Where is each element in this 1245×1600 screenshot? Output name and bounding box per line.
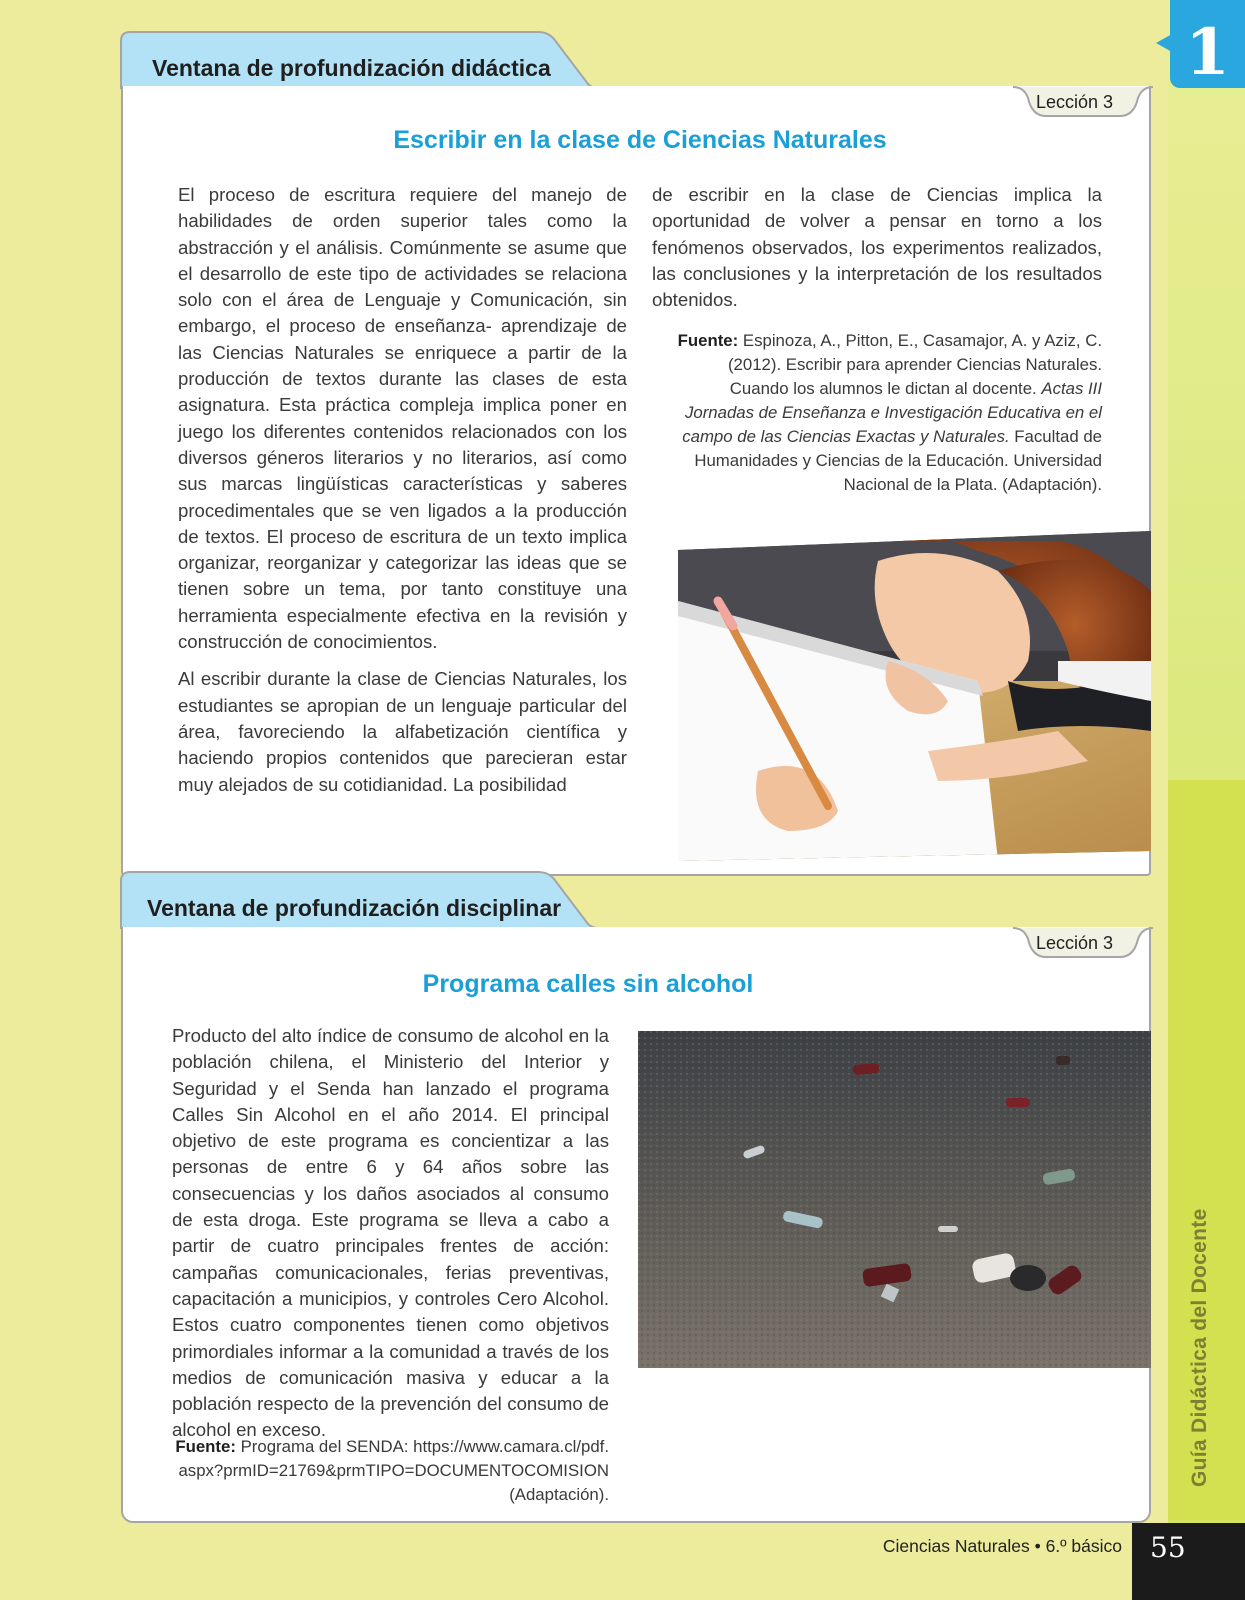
- article-column: [172, 1023, 609, 1444]
- source-citation: [668, 329, 1102, 497]
- section-tab-title: Ventana de profundización didáctica: [152, 55, 551, 81]
- section-heading: Escribir en la clase de Ciencias Naturales: [393, 126, 887, 154]
- page-number: 55: [1132, 1523, 1245, 1600]
- source-label: Fuente:: [677, 331, 739, 350]
- side-label: Guía Didáctica del Docente: [1188, 1208, 1211, 1487]
- source-label: Fuente:: [175, 1437, 236, 1456]
- paragraph: El proceso de escritura requiere del manejo de habilidades de orden superior tales como la abstracción y el análisis. Comúnmente se asume que el desarrollo de este tipo de actividades se relaciona solo con el área de Lenguaje y Comunicación, sin embargo, el proceso de enseñanza- aprendizaje de las Ciencias Naturales se enriquece a partir de la producción de textos durante las clases de esta asignatura. Esta práctica compleja implica poner en juego los diferentes contenidos relacionados con los diversos géneros literarios y no literarios, así como sus marcas lingüísticas características y saberes procedimentales que se ven ligados a la producción de textos. El proceso de escritura de un texto implica organizar, reorganizar y categorizar las ideas que se tienen sobre un tema, por tanto constituye una herramienta especialmente efectiva en la revisión y construcción de conocimientos.: [178, 184, 627, 653]
- article-right-column: [652, 182, 1102, 313]
- paragraph: de escribir en la clase de Ciencias implica la oportunidad de volver a pensar en torno a los fenómenos observados, los experimentos realizados, las conclusiones y la interpretación de los resultados obtenidos.: [652, 184, 1102, 311]
- section-tab-title: Ventana de profundización disciplinar: [147, 895, 562, 921]
- source-text: Facultad de Humanidades y Ciencias de la Educación. Universidad Nacional de la Plata. (Adaptación).: [694, 427, 1102, 494]
- paragraph: Producto del alto índice de consumo de alcohol en la población chilena, el Ministerio del Interior y Seguridad y el Senda han lanzado el programa Calles Sin Alcohol en el año 2014. El principal objetivo de este programa es concientizar a las personas de entre 6 y 64 años sobre las consecuencias y los daños asociados al consumo de esta droga. Este programa se lleva a cabo a partir de cuatro principales frentes de acción: campañas comunicacionales, ferias preventivas, capacitación a municipios, y controles Cero Alcohol. Estos cuatro componentes tienen como objetivos primordiales informar a la comunidad a través de los medios de comunicación masiva y educar a la población respecto de la prevención del consumo de alcohol en exceso.: [172, 1025, 609, 1441]
- source-text: Espinoza, A., Pitton, E., Casamajor, A. y Aziz, C. (2012). Escribir para aprender Ciencias Naturales. Cuando los alumnos le dictan al docente.: [727, 331, 1102, 398]
- article-left-column: [178, 182, 627, 798]
- source-text: Programa del SENDA: https://www.camara.cl/pdf.aspx?prmID=21769&prmTIPO=DOCUMENTOCOMISION (Adaptación).: [178, 1437, 609, 1504]
- paragraph: Al escribir durante la clase de Ciencias Naturales, los estudiantes se apropian de un lenguaje particular del área, favoreciendo la alfabetización científica y haciendo propios contenidos que parecieran estar muy alejados de su cotidianidad. La posibilidad: [178, 668, 627, 795]
- section-heading: Programa calles sin alcohol: [422, 970, 754, 998]
- chapter-number-tab: 1: [1170, 0, 1245, 88]
- photo-girl-writing: [678, 531, 1151, 861]
- source-italic-text: Actas III Jornadas de Enseñanza e Investigación Educativa en el campo de las Ciencias Exactas y Naturales.: [682, 379, 1102, 446]
- lesson-label: Lección 3: [1036, 92, 1114, 112]
- photo-bottles-street: [638, 1031, 1151, 1368]
- lesson-label: Lección 3: [1036, 933, 1114, 953]
- source-citation: [172, 1435, 609, 1507]
- footer-subject: Ciencias Naturales • 6.º básico: [882, 1536, 1122, 1556]
